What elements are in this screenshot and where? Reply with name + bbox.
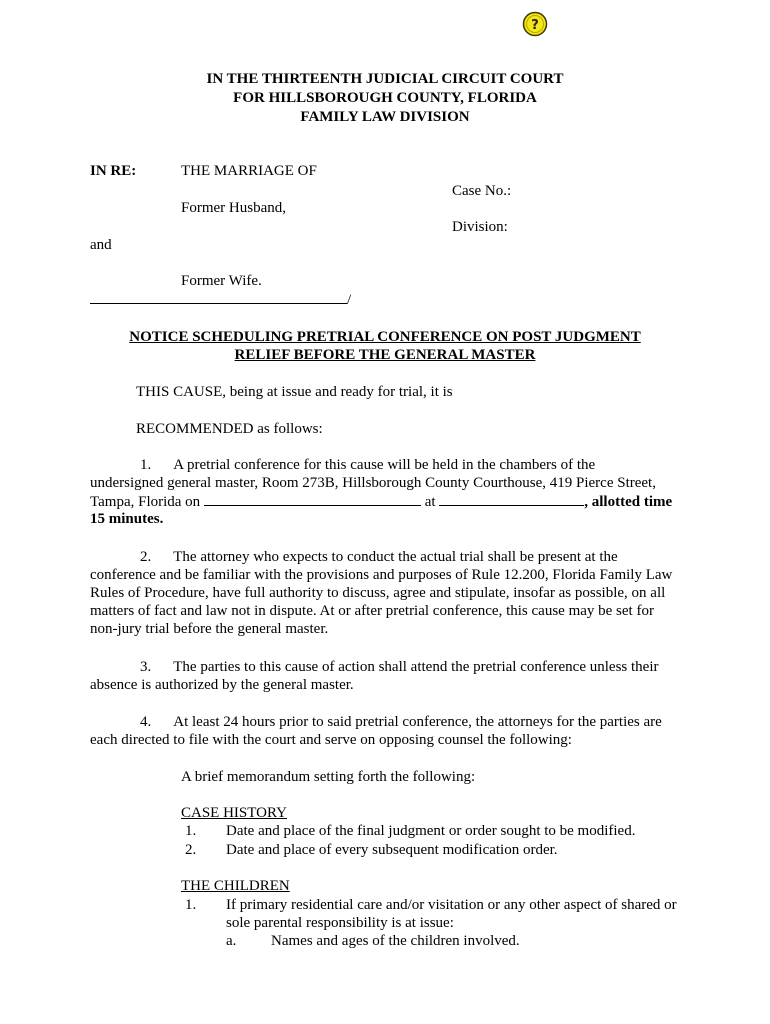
notice-title-line-2: RELIEF BEFORE THE GENERAL MASTER xyxy=(234,347,536,363)
this-cause-text: THIS CAUSE, being at issue and ready for trial, it is xyxy=(136,384,453,400)
paragraph-4 xyxy=(90,713,680,749)
paragraph-3-line-1: The parties to this cause of action shall attend the pretrial conference unless their xyxy=(173,659,659,675)
children-item-1-line-1: If primary residential care and/or visitation or any other aspect of shared or xyxy=(226,897,677,913)
paragraph-2-line-3: Rules of Procedure, have full authority to discuss, agree and stipulate, insofar as possible, on all xyxy=(90,585,666,601)
paragraph-3-line-2: absence is authorized by the general master. xyxy=(90,677,354,693)
paragraph-1-line-3b: at xyxy=(424,494,436,510)
notice-title-line-1: NOTICE SCHEDULING PRETRIAL CONFERENCE ON POST JUDGMENT xyxy=(129,329,641,345)
former-husband-label: Former Husband, xyxy=(181,200,286,216)
children-heading: THE CHILDREN xyxy=(181,878,290,894)
paragraph-2-line-2: conference and be familiar with the provisions and purposes of Rule 12.200, Florida Family Law xyxy=(90,567,673,583)
paragraph-1-line-2: undersigned general master, Room 273B, Hillsborough County Courthouse, 419 Pierce Street, xyxy=(90,475,656,491)
paragraph-3 xyxy=(90,658,680,694)
caption-signature-line xyxy=(90,290,351,309)
court-header-line-3: FAMILY LAW DIVISION xyxy=(300,109,470,125)
recommended-text: RECOMMENDED as follows: xyxy=(136,421,323,437)
case-history-item-1-number: 1. xyxy=(185,823,197,839)
paragraph-4-number: 4. xyxy=(140,714,152,730)
children-item-1-line-2: sole parental responsibility is at issue: xyxy=(226,915,454,931)
paragraph-4-line-1: At least 24 hours prior to said pretrial conference, the attorneys for the parties are xyxy=(173,714,662,730)
paragraph-1 xyxy=(90,456,680,528)
paragraph-2 xyxy=(90,548,680,638)
children-item-1-number: 1. xyxy=(185,897,197,913)
court-header-line-2: FOR HILLSBOROUGH COUNTY, FLORIDA xyxy=(233,90,537,106)
conference-time-field[interactable] xyxy=(439,492,584,506)
children-sub-a-text: Names and ages of the children involved. xyxy=(271,933,520,949)
case-history-item-2-text: Date and place of every subsequent modification order. xyxy=(226,842,558,858)
and-label: and xyxy=(90,237,112,253)
help-icon[interactable] xyxy=(522,11,548,37)
paragraph-1-number: 1. xyxy=(140,457,152,473)
court-header-line-1: IN THE THIRTEENTH JUDICIAL CIRCUIT COURT xyxy=(206,71,564,87)
paragraph-1-line-3a: Tampa, Florida on xyxy=(90,494,201,510)
conference-date-field[interactable] xyxy=(204,492,421,506)
paragraph-1-line-3c: , allotted time xyxy=(584,494,673,510)
paragraph-1-line-4: 15 minutes. xyxy=(90,511,164,527)
children-sub-a-letter: a. xyxy=(226,933,237,949)
case-history-item-2-number: 2. xyxy=(185,842,197,858)
paragraph-2-number: 2. xyxy=(140,549,152,565)
marriage-of-label: THE MARRIAGE OF xyxy=(181,163,317,179)
memorandum-text: A brief memorandum setting forth the following: xyxy=(181,769,476,785)
paragraph-1-line-1: A pretrial conference for this cause will be held in the chambers of the xyxy=(173,457,596,473)
paragraph-2-line-1: The attorney who expects to conduct the actual trial shall be present at the xyxy=(173,549,618,565)
caption-slash: / xyxy=(347,292,352,308)
help-icon-glyph: ? xyxy=(531,18,539,33)
paragraph-2-line-5: non-jury trial before the general master. xyxy=(90,621,329,637)
case-history-item-1-text: Date and place of the final judgment or order sought to be modified. xyxy=(226,823,636,839)
division-label: Division: xyxy=(452,219,508,235)
case-history-heading: CASE HISTORY xyxy=(181,805,287,821)
paragraph-2-line-4: matters of fact and law not in dispute. At or after pretrial conference, this cause may be set for xyxy=(90,603,654,619)
case-no-label: Case No.: xyxy=(452,183,512,199)
former-wife-label: Former Wife. xyxy=(181,273,262,289)
caption-underline xyxy=(90,290,347,304)
in-re-label: IN RE: xyxy=(90,163,137,179)
paragraph-4-line-2: each directed to file with the court and serve on opposing counsel the following: xyxy=(90,732,572,748)
paragraph-3-number: 3. xyxy=(140,659,152,675)
